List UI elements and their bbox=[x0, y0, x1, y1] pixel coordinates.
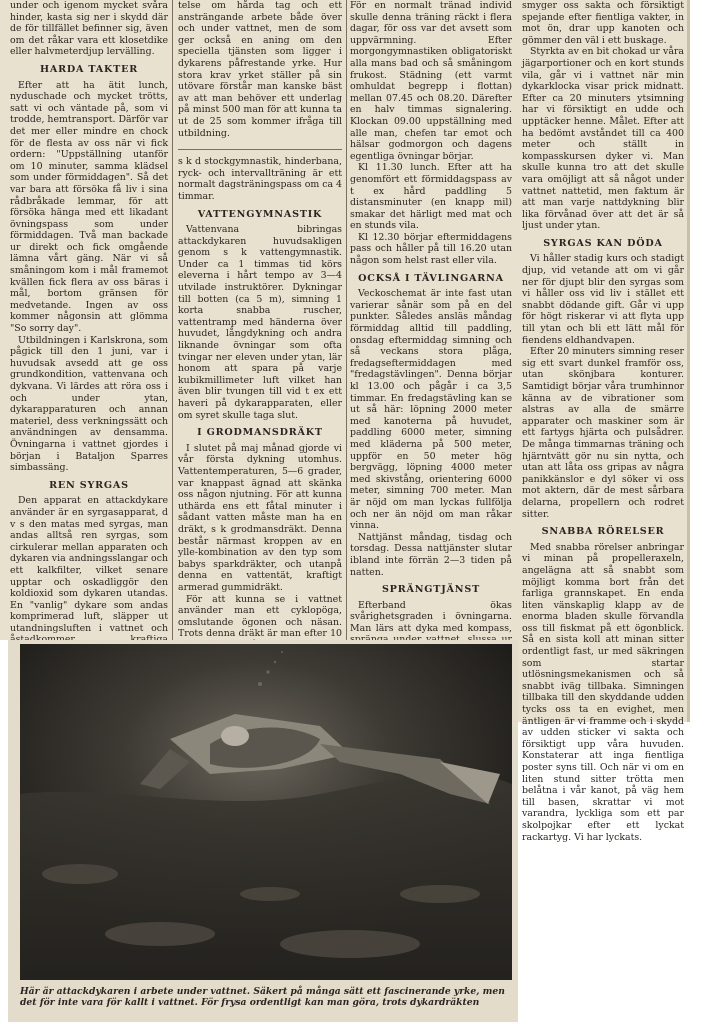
paragraph: telse om hårda tag och ett ansträngande arbete både över och under vattnet, men de som ger också en aning om den speciella tjänsten som ligger i dykarens påfrestande yrke. Hur stora krav yrket ställer på sin utövare förstår man kanske bäst av att man behöver ett underlag på minst 500 man för att kunna ta ut de 25 som kommer ifråga till utbildning. bbox=[178, 0, 342, 139]
newspaper-clipping-right bbox=[514, 0, 690, 843]
photo-caption: Här är attackdykaren i arbete under vattnet. Säkert på många sätt ett fascinerande yrke, men det för inte vara för kallt i vattnet. För frysa ordentligt kan man göra, trots dykardräkten bbox=[20, 986, 505, 1008]
paragraph: Med snabba rörelser anbringar vi minan på propelleraxeln, angelägna att så snabbt som möjligt komma bort från det farliga grannskapet. En enda liten vänskaplig klapp av de enorma bladen skulle förvandla oss till fiskmat på ett ögonblick. Så en sista koll att minan sitter ordentligt fast, ur med säkringen som startar utlösningsmekanismen och så snabbt iväg tillbaka. Simningen tillbaka till den skyddande udden tycks oss ta en evighet, men äntligen är vi framme och i skydd av udden sticker vi sakta och försiktigt upp våra huvuden. Konstaterar att inga fientliga poster syns till. Och när vi om en liten stund sitter trötta men belåtna i vår kanot, på väg hem till basen, skrattar vi mot varandra, lyckliga som ett par skolpojkar efter ett lyckat rackartyg. Vi har lyckats. bbox=[522, 541, 684, 843]
article-column-2 bbox=[178, 0, 342, 640]
paragraph: under och igenom mycket svåra hinder, kasta sig ner i skydd där de för tillfället befinner sig, även om det råkar vara ett klosetdike eller halvmeterdjup lervälling. bbox=[10, 0, 168, 58]
paragraph: Efter 20 minuters simning reser sig ett svart dunkel framför oss, utan skönjbara konturer. Samtidigt börjar våra trumhinnor känna av de vibrationer som alstras av alla de smärre apparater och maskiner som är ett fartygs hjärta och pulsådrer. De många timmarnas träning och hjärntvätt gör nu sin nytta, och utan att låta oss gripas av några panikkänslor e dyl söker vi oss mot aktern, där de mest sårbara delarna, propellern och rodret sitter. bbox=[522, 346, 684, 520]
newspaper-clipping-photo bbox=[8, 640, 518, 1022]
paragraph: Nattjänst måndag, tisdag och torsdag. Dessa nattjänster slutar ibland inte förrän 2—3 tiden på natten. bbox=[350, 531, 512, 578]
paragraph: Vi håller stadig kurs och stadigt djup, vid vetande att om vi går ner för djupt blir den syrgas som vi håller oss vid liv i stället ett snabbt dödande gift. Går vi upp för högt riskerar vi att flyta upp till ytan och bli ett lätt mål för fiendens eldhandvapen. bbox=[522, 253, 684, 346]
paragraph: s k d stockgymnastik, hinderbana, ryck- och intervallträning är ett normalt dagsträningspass om ca 4 timmar. bbox=[178, 156, 343, 202]
subheading-i-grodmansdrakt: I GRODMANSDRÄKT bbox=[197, 427, 323, 439]
article-column-4 bbox=[522, 0, 684, 843]
photo-image bbox=[20, 644, 512, 980]
subheading-vattengymnastik: VATTENGYMNASTIK bbox=[197, 208, 323, 220]
subheading-ocksa-i-tavlingarna: OCKSÅ I TÄVLINGARNA bbox=[358, 272, 504, 284]
paragraph: Vattenvana bibringas attackdykaren huvudsakligen genom s k vattengymnastik. Under ca 1 timmas tid körs eleverna i hårt tempo av 3—4 utvilade instruktörer. Dykningar till botten (ca 5 m), simning 1 korta snabba ruscher, vattentramp med händerna över huvudet, långdykning och andra liknande övningar som ofta tvingar ner eleven under ytan, lär honom att spara på varje kubikmillimeter luft vilket han även blir tvungen till vid t ex ett haveri på dykarapparaten, eller om syret skulle taga slut. bbox=[178, 224, 342, 421]
column-divider bbox=[172, 0, 173, 640]
article-column-3 bbox=[350, 0, 512, 640]
subheading-syrgas-kan-doda: SYRGAS KAN DÖDA bbox=[543, 237, 663, 249]
paragraph: Efter att ha ätit lunch, nyduschade och mycket trötts, satt vi och väntade på, som vi trodde, hemtransport. Därför var det mer eller mindre en chock för de flesta av oss när vi fick ordern: "Uppställning utanför om 10 minuter, samma klädsel som under förmiddagen". Så det var bara att försöka få liv i sina rådbråkade lemmar, för att försöka hänga med ett likadant övningspass som under förmiddagen. Två man backade ur direkt och fick omgående lämna vårt gäng. När vi så småningom kom i mål framemot kvällen fick flera av oss bäras i mål, bortom gränsen för medvetande. Ingen av oss kommer någonsin att glömma "So sorry day". bbox=[10, 79, 168, 335]
column-divider bbox=[346, 0, 347, 640]
paragraph: Kl 11.30 lunch. Efter att ha genomfört ett förmiddagspass av t ex hård paddling 5 distansminuter (en knapp mil) smakar det härligt med mat och en stunds vila. bbox=[350, 162, 512, 232]
paragraph: För att kunna se i vattnet använder man ett cyklopöga, omslutande ögonen och näsan. Trots denna dräkt är man efter 10 bbox=[178, 593, 342, 640]
paragraph: Efterband ökas svårighetsgraden i övningarna. Man lärs att dyka med kompass, bbox=[350, 599, 512, 634]
article-column-1 bbox=[10, 0, 168, 640]
paragraph: För en normalt tränad individ skulle denna träning räckt i flera dagar, för oss var det avsett som uppvärmning. Efter morgongymnastiken obligatoriskt alla mans bad och så småningom frukost. Städning (ett varmt omhuldat begrepp i flottan) mellan 07.45 och 08.20. Därefter en halv timmas signalering. Klockan 09.00 uppställning med alle man, chefen tar emot och hälsar godmorgon och dagens egentliga övningar börjar. bbox=[350, 0, 512, 162]
paragraph: Veckoschemat är inte fast utan varierar sånär som på en del punkter. Således ansläs måndag förmiddag alltid till paddling, onsdag eftermiddag simning och så veckans stora plåga, fredagseftermiddagen med "fredagstävlingen". Denna börjar kl 13.00 och pågår i ca 3,5 timmar. En fredagstävling kan se ut så här: löpning 2000 meter med kanoterna på huvudet, paddling 6000 meter, simning med kläderna på 500 meter, uppför en 50 meter hög bergvägg, löpning 4000 meter med skivstång, orientering 6000 meter, simning 700 meter. Man är nöjd om man lyckas fullfölja och ner än nöjd om man råkar vinna. bbox=[350, 288, 512, 532]
newspaper-clipping-main bbox=[0, 0, 518, 640]
paragraph: Kl 12.30 börjar eftermiddagens pass och håller på till 16.20 utan någon som helst rast eller vila. bbox=[350, 231, 512, 267]
subheading-sprangtjanst: SPRÄNGTJÄNST bbox=[381, 584, 481, 596]
paragraph: Utbildningen i Karlskrona, som pågick till den 1 juni, var i huvudsak avsedd att ge oss grundkondition, vattenvana och dykvana. Vi lärdes att röra oss i och under ytan, dykarapparaturen och annan materiel, dess verkningssätt och användningen av densamma. Övningarna i vattnet gjordes i början i Bataljon Sparres simbassäng. bbox=[10, 334, 168, 474]
subheading-harda-takter: HARDA TAKTER bbox=[39, 63, 138, 75]
paragraph: smyger oss sakta och försiktigt spejande efter fientliga vakter, in mot ön, drar upp kanoten och gömmer den väl i ett buskage. bbox=[522, 0, 684, 46]
subheading-snabba-rorelser: SNABBA RÖRELSER bbox=[541, 526, 665, 538]
subheading-ren-syrgas: REN SYRGAS bbox=[49, 479, 129, 491]
paragraph: I slutet på maj månad gjorde vi vår första dykning utomhus. Vattentemperaturen, 5—6 grader, var knappast ägnad att skänka oss någon njutning. För att kunna uthärda ens ett fåtal minuter i sådant vatten måste man ha en dräkt, s k grodmansdräkt. Denna består närmast kroppen av en ylle-kombination av den typ som babys sparkdräkter, och utanpå denna en vattentät, kraftigt armerad gummidräkt. bbox=[178, 442, 342, 593]
paragraph: Styrkta av en bit chokad ur våra jägarportioner och en kort stunds vila, går vi i vattnet när min dykarklocka visar prick midnatt. Efter ca 20 minuters ytsimning har vi försiktigt en udde och upptäcker henne. Målet. Efter att ha bedömt avståndet till ca 400 meter och ställt in kompasskursen dyker vi. Man skulle kunna tro att det skulle vara omöjligt att så något under vattnet nattetid, men faktum är att man varje nattdykning blir lika förvånad över att det är så ljust under ytan. bbox=[522, 46, 684, 232]
underwater-diver-photo bbox=[20, 644, 512, 980]
paragraph: Den apparat en attackdykare använder är en syrgasapparat, d v s den matas med syrgas, man andas alltså ren syrgas, som cirkulerar mellan apparaten och dykaren via andningsslangar och ett kalkfilter, vilket senare upptar och oskadliggör den koldioxid som dykaren utandas. En "vanlig" dykare som andas komprimerad luft, släpper ut utandningsluften i vattnet och bbox=[10, 495, 168, 634]
clipping-edge bbox=[687, 0, 690, 722]
